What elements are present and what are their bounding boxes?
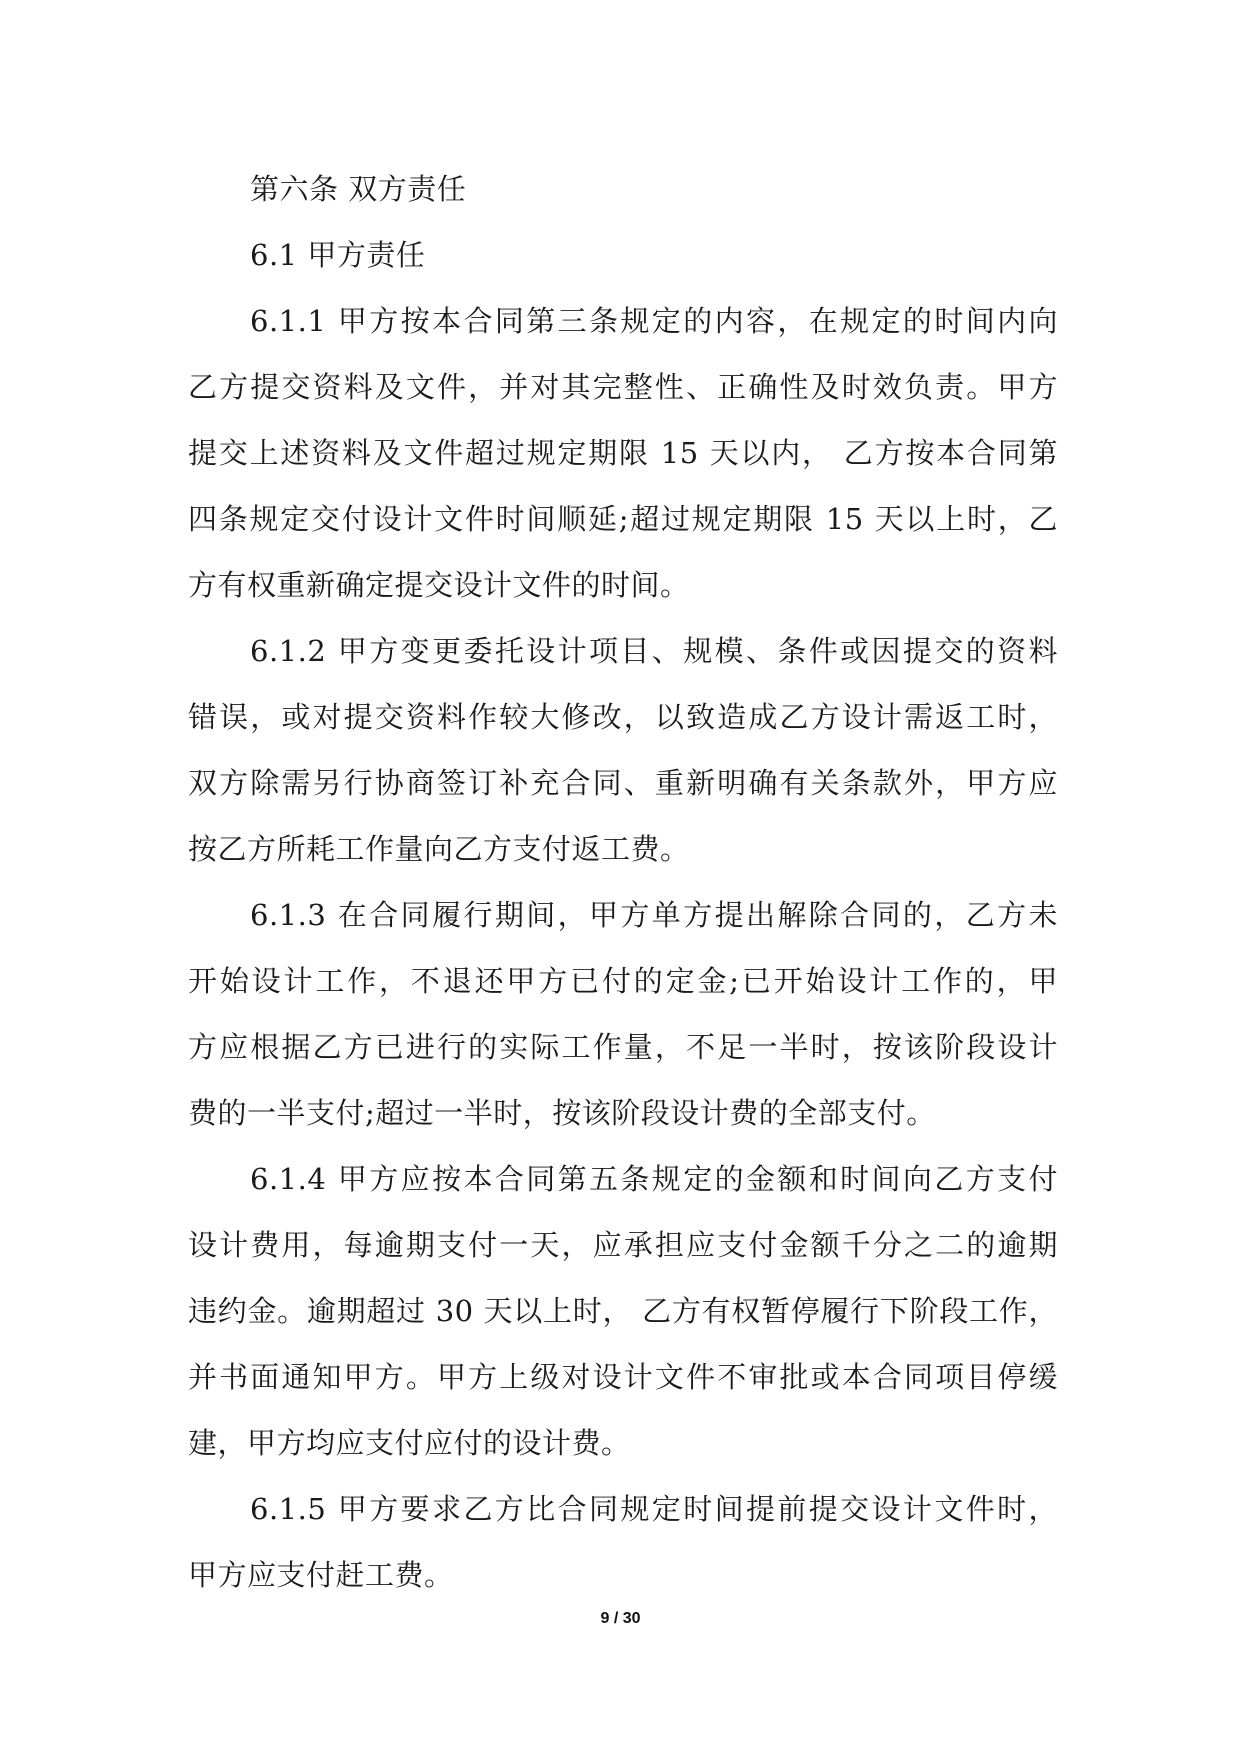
document-body [188, 156, 1058, 1608]
text-line: 6.1.4 甲方应按本合同第五条规定的金额和时间向乙方支付 [250, 1162, 1058, 1196]
text-line: 甲方应支付赶工费。 [188, 1558, 454, 1592]
text-line: 方应根据乙方已进行的实际工作量，不足一半时，按该阶段设计 [188, 1030, 1058, 1064]
text-line: 乙方提交资料及文件，并对其完整性、正确性及时效负责。甲方 [188, 370, 1058, 404]
text-line: 6.1 甲方责任 [250, 238, 426, 272]
text-line: 6.1.1 甲方按本合同第三条规定的内容，在规定的时间内向 [250, 304, 1058, 338]
text-line: 并书面通知甲方。甲方上级对设计文件不审批或本合同项目停缓 [188, 1360, 1058, 1394]
text-line: 6.1.5 甲方要求乙方比合同规定时间提前提交设计文件时， [250, 1492, 1058, 1526]
text-line: 四条规定交付设计文件时间顺延;超过规定期限 15 天以上时，乙 [188, 502, 1058, 536]
text-line: 建，甲方均应支付应付的设计费。 [188, 1426, 631, 1460]
text-line: 双方除需另行协商签订补充合同、重新明确有关条款外，甲方应 [188, 766, 1058, 800]
text-line: 第六条 双方责任 [250, 172, 467, 206]
text-line: 费的一半支付;超过一半时，按该阶段设计费的全部支付。 [188, 1096, 936, 1130]
text-line: 按乙方所耗工作量向乙方支付返工费。 [188, 832, 690, 866]
text-line: 6.1.3 在合同履行期间，甲方单方提出解除合同的，乙方未 [250, 898, 1058, 932]
text-line: 方有权重新确定提交设计文件的时间。 [188, 568, 690, 602]
text-line: 开始设计工作，不退还甲方已付的定金;已开始设计工作的，甲 [188, 964, 1058, 998]
page-number: 9 / 30 [600, 1610, 641, 1627]
text-line: 设计费用，每逾期支付一天，应承担应支付金额千分之二的逾期 [188, 1228, 1058, 1262]
text-line: 违约金。逾期超过 30 天以上时， 乙方有权暂停履行下阶段工作， [188, 1294, 1058, 1328]
text-line: 提交上述资料及文件超过规定期限 15 天以内， 乙方按本合同第 [188, 436, 1058, 470]
text-line: 错误，或对提交资料作较大修改，以致造成乙方设计需返工时， [188, 700, 1058, 734]
text-line: 6.1.2 甲方变更委托设计项目、规模、条件或因提交的资料 [250, 634, 1058, 668]
